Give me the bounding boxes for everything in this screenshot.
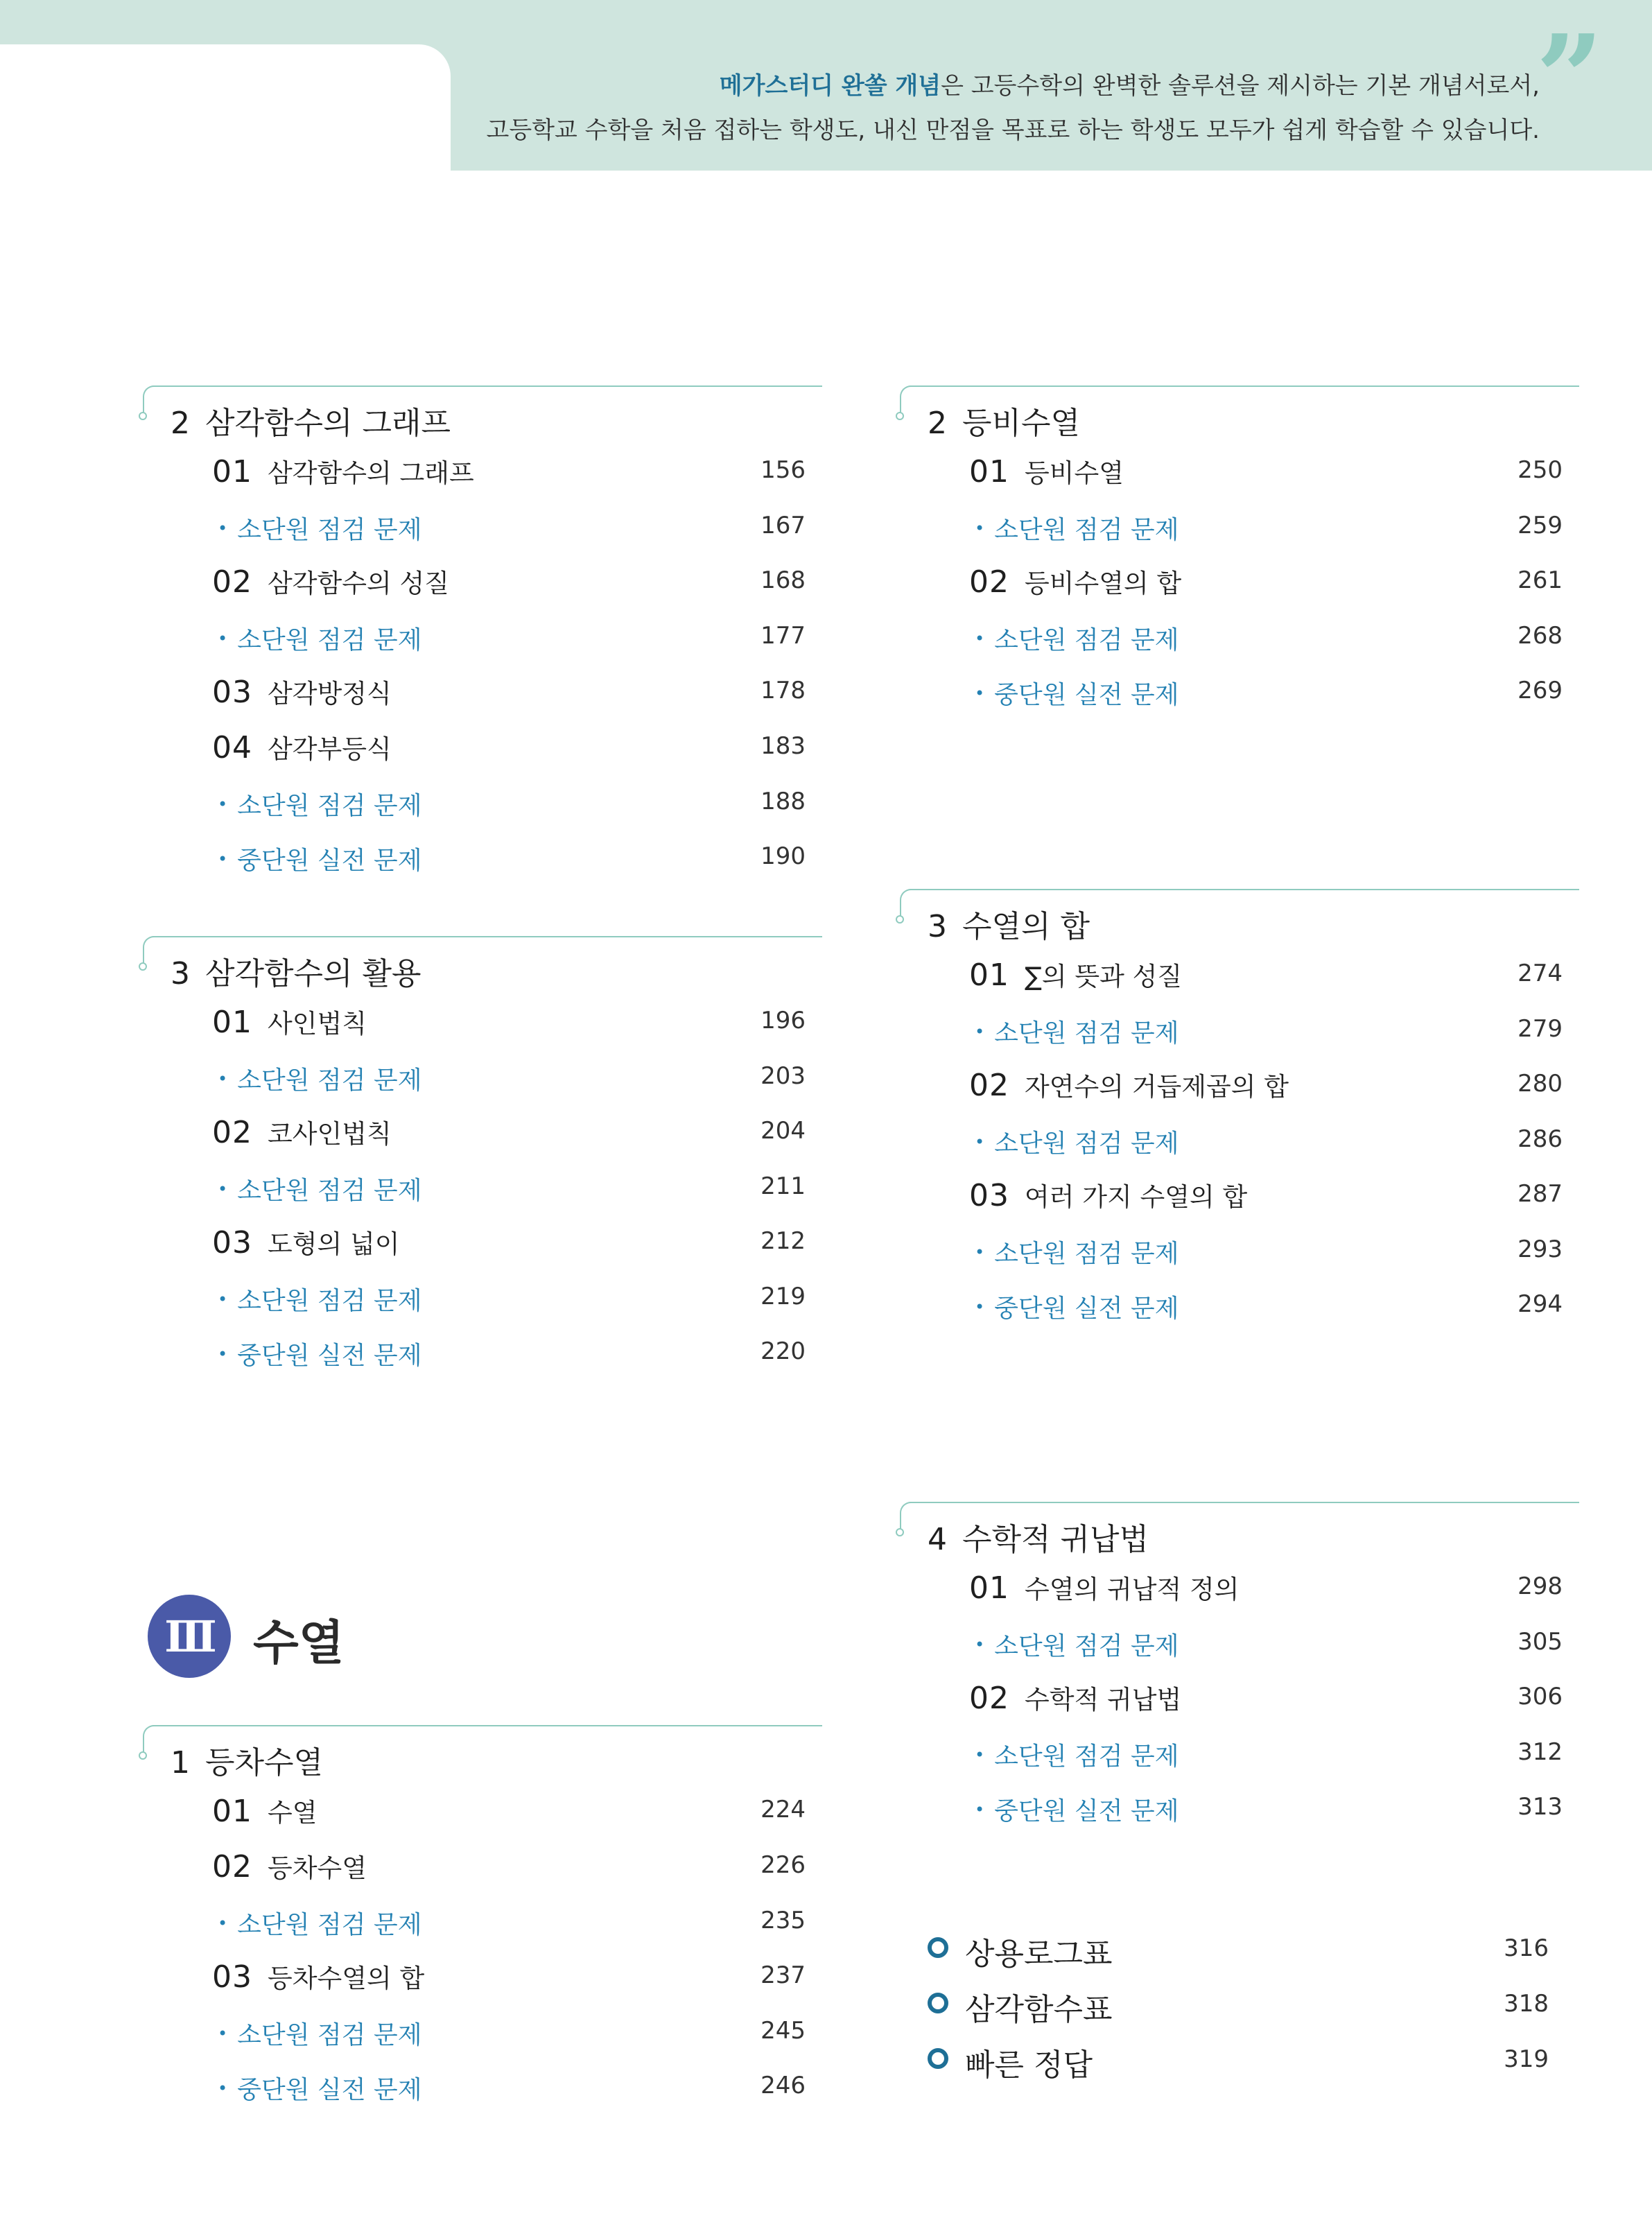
bullet-icon: • — [218, 519, 228, 538]
page-number: 190 — [760, 842, 806, 870]
header-curve — [143, 1725, 154, 1753]
entry-label — [218, 841, 421, 876]
entry-text: 등비수열의 합 — [1025, 569, 1182, 598]
toc-subentry[interactable] — [900, 1724, 1579, 1779]
entry-number: 02 — [212, 1849, 252, 1884]
entry-label — [975, 1737, 1179, 1772]
section-number: 2 — [928, 406, 947, 441]
entry-label — [218, 510, 421, 546]
appendix-item[interactable] — [928, 1975, 1565, 2030]
section-trig-graph — [143, 385, 822, 883]
toc-subentry[interactable] — [900, 1276, 1579, 1331]
entry-text: 소단원 점검 문제 — [994, 1240, 1179, 1268]
entry-list — [143, 993, 822, 1378]
page-number: 287 — [1518, 1180, 1563, 1208]
entry-number: 03 — [212, 1959, 252, 1995]
entry-number: 01 — [212, 454, 252, 489]
header-dot-icon — [896, 412, 904, 420]
entry-label — [975, 621, 1179, 656]
section-title-text: 수학적 귀납법 — [962, 1522, 1149, 1557]
toc-entry[interactable] — [900, 946, 1579, 1001]
entry-list — [900, 946, 1579, 1331]
section-title — [171, 948, 421, 993]
section-header — [143, 936, 822, 991]
toc-subentry[interactable] — [900, 1001, 1579, 1056]
section-number: 4 — [928, 1522, 947, 1557]
page-number: 156 — [760, 456, 806, 484]
entry-text: 소단원 점검 문제 — [994, 1742, 1179, 1771]
page-number: 167 — [760, 512, 806, 539]
bullet-icon: • — [218, 795, 228, 814]
section-header — [900, 385, 1579, 441]
section-title — [928, 901, 1090, 946]
page-number: 306 — [1518, 1683, 1563, 1710]
entry-text: 등차수열의 합 — [268, 1964, 425, 1993]
header-rule — [153, 1725, 822, 1726]
chapter-numeral: Ⅲ — [164, 1611, 214, 1662]
section-number: 3 — [928, 909, 947, 944]
toc-subentry[interactable] — [900, 1222, 1579, 1276]
page-number: 219 — [760, 1283, 806, 1310]
section-title — [171, 1738, 323, 1782]
toc-entry[interactable] — [143, 718, 822, 774]
bullet-icon: • — [975, 629, 985, 648]
entry-number: 01 — [212, 1005, 252, 1040]
toc-subentry[interactable] — [900, 663, 1579, 718]
page-number: 261 — [1518, 566, 1563, 594]
entry-text: 중단원 실전 문제 — [994, 1294, 1179, 1323]
bullet-icon: • — [975, 1800, 985, 1819]
entry-text: 중단원 실전 문제 — [994, 681, 1179, 709]
bullet-icon: • — [218, 1290, 228, 1309]
entry-label — [975, 1289, 1179, 1324]
entry-text: 소단원 점검 문제 — [237, 1287, 422, 1315]
entry-text: 코사인법칙 — [268, 1119, 392, 1149]
entry-label — [969, 955, 1182, 993]
entry-text: 소단원 점검 문제 — [237, 792, 422, 820]
entry-label — [975, 1792, 1179, 1827]
section-series-sum — [900, 889, 1579, 1331]
toc-entry[interactable] — [900, 1056, 1579, 1111]
entry-text: 사인법칙 — [268, 1009, 367, 1039]
entry-text: 삼각함수의 그래프 — [268, 458, 474, 488]
toc-subentry[interactable] — [900, 1779, 1579, 1834]
entry-label — [218, 1281, 421, 1317]
bullet-icon: • — [218, 849, 228, 869]
header-dot-icon — [139, 1751, 147, 1760]
bullet-icon: • — [975, 1132, 985, 1152]
appendix-label: 빠른 정답 — [965, 2047, 1093, 2083]
entry-text: 소단원 점검 문제 — [237, 1911, 422, 1939]
appendix-label: 상용로그표 — [965, 1936, 1113, 1972]
entry-number: 02 — [212, 1115, 252, 1150]
entry-text: 소단원 점검 문제 — [994, 1632, 1179, 1661]
entry-number: 01 — [212, 1794, 252, 1829]
bullet-icon: • — [218, 1344, 228, 1364]
chapter-title: 수열 — [253, 1616, 345, 1671]
entry-text: 삼각방정식 — [268, 679, 392, 709]
toc-subentry[interactable] — [143, 1269, 822, 1324]
entry-label — [969, 1176, 1247, 1213]
chapter-badge — [148, 1595, 231, 1678]
page-number: 196 — [760, 1007, 806, 1034]
appendix-page: 318 — [1504, 1990, 1549, 2018]
toc-entry[interactable] — [900, 553, 1579, 608]
bullet-icon: • — [218, 1069, 228, 1089]
bullet-icon: • — [975, 1022, 985, 1041]
entry-label — [969, 1568, 1239, 1606]
entry-label — [975, 1234, 1179, 1270]
entry-label — [212, 1847, 367, 1884]
bullet-icon: • — [975, 1635, 985, 1654]
entry-label — [212, 452, 474, 489]
header-rule — [153, 936, 822, 937]
entry-label — [218, 621, 421, 656]
entry-number: 02 — [969, 1681, 1009, 1716]
entry-label — [212, 1003, 367, 1040]
ring-bullet-icon — [928, 1937, 948, 1958]
page-number: 235 — [760, 1907, 806, 1934]
entry-label — [212, 562, 449, 600]
entry-text: 삼각함수의 성질 — [268, 569, 449, 598]
toc-subentry[interactable] — [900, 1111, 1579, 1166]
section-title-text: 삼각함수의 활용 — [205, 956, 421, 991]
page-number: 212 — [760, 1227, 806, 1255]
entry-label — [212, 1223, 399, 1260]
appendix-label: 삼각함수표 — [965, 1992, 1113, 2027]
entry-label — [218, 2016, 421, 2051]
entry-label — [969, 1066, 1289, 1103]
toc-subentry[interactable] — [143, 2003, 822, 2058]
entry-text: 삼각부등식 — [268, 734, 392, 764]
page-number: 178 — [760, 677, 806, 704]
appendix-item[interactable] — [928, 2030, 1565, 2086]
section-title — [171, 398, 451, 442]
section-geometric-sequence — [900, 385, 1579, 718]
entry-label — [975, 1627, 1179, 1662]
header-rule — [153, 385, 822, 387]
section-trig-use — [143, 936, 822, 1378]
entry-label — [212, 1792, 317, 1829]
page-number: 280 — [1518, 1070, 1563, 1098]
page-number: 259 — [1518, 512, 1563, 539]
entry-list — [900, 442, 1579, 718]
entry-text: 등비수열 — [1025, 458, 1124, 488]
entry-text: 소단원 점검 문제 — [237, 1177, 422, 1205]
toc-subentry[interactable] — [143, 608, 822, 663]
appendix-page: 316 — [1504, 1934, 1549, 1962]
toc-subentry[interactable] — [143, 2058, 822, 2113]
bullet-icon: • — [975, 1745, 985, 1765]
entry-number: 03 — [212, 675, 252, 710]
entry-text: 소단원 점검 문제 — [994, 1019, 1179, 1048]
page-number: 269 — [1518, 677, 1563, 704]
page-number: 274 — [1518, 960, 1563, 987]
section-number: 2 — [171, 406, 190, 441]
entry-number: 02 — [969, 1068, 1009, 1103]
entry-label — [212, 1957, 424, 1995]
entry-number: 02 — [212, 564, 252, 600]
entry-label — [975, 675, 1179, 711]
page-number: 294 — [1518, 1290, 1563, 1318]
entry-number: 01 — [969, 1570, 1009, 1606]
entry-list — [143, 442, 822, 883]
toc-subentry[interactable] — [143, 1893, 822, 1948]
entry-label — [218, 1061, 421, 1096]
ring-bullet-icon — [928, 2048, 948, 2069]
entry-text: 중단원 실전 문제 — [994, 1797, 1179, 1826]
entry-label — [975, 1014, 1179, 1049]
toc-subentry[interactable] — [143, 1048, 822, 1103]
entry-text: 소단원 점검 문제 — [994, 516, 1179, 544]
header-curve — [143, 936, 154, 964]
header-rule — [910, 889, 1579, 890]
bullet-icon: • — [975, 684, 985, 703]
bullet-icon: • — [975, 1297, 985, 1317]
entry-number: 03 — [969, 1178, 1009, 1213]
entry-text: 수열 — [268, 1798, 318, 1828]
toc-entry[interactable] — [900, 1669, 1579, 1724]
page-number: 268 — [1518, 622, 1563, 650]
toc-subentry[interactable] — [143, 1159, 822, 1213]
page-number: 237 — [760, 1961, 806, 1989]
page-number: 177 — [760, 622, 806, 650]
page-number: 220 — [760, 1337, 806, 1365]
entry-text: 소단원 점검 문제 — [994, 1129, 1179, 1158]
bullet-icon: • — [975, 519, 985, 538]
entry-text: 중단원 실전 문제 — [237, 1342, 422, 1370]
toc-entry[interactable] — [143, 1837, 822, 1893]
page-number: 312 — [1518, 1738, 1563, 1766]
entry-label — [212, 728, 392, 765]
entry-text: 여러 가지 수열의 합 — [1025, 1182, 1248, 1212]
entry-label — [975, 510, 1179, 546]
toc-entry[interactable] — [143, 1213, 822, 1269]
section-induction — [900, 1502, 1579, 1834]
toc-entry[interactable] — [143, 1782, 822, 1837]
entry-label — [218, 1336, 421, 1371]
page-number: 168 — [760, 566, 806, 594]
entry-label — [218, 1905, 421, 1941]
header-dot-icon — [896, 915, 904, 924]
toc-entry[interactable] — [143, 553, 822, 608]
intro-line-2: 고등학교 수학을 처음 접하는 학생도, 내신 만점을 목표로 하는 학생도 모두가 쉽게 학습할 수 있습니다. — [486, 116, 1540, 144]
entry-number: 04 — [212, 730, 252, 765]
section-arithmetic-sequence — [143, 1725, 822, 2113]
header-curve — [900, 889, 911, 917]
section-header — [900, 1502, 1579, 1557]
intro-line-1 — [720, 67, 1540, 101]
page-number: 204 — [760, 1117, 806, 1145]
entry-label — [969, 562, 1181, 600]
section-title-text: 등차수열 — [205, 1745, 324, 1780]
entry-text: 등차수열 — [268, 1853, 367, 1883]
quote-icon: ” — [1536, 9, 1603, 148]
toc-entry[interactable] — [143, 1948, 822, 2003]
entry-text: 수학적 귀납법 — [1025, 1685, 1182, 1715]
entry-label — [975, 1124, 1179, 1159]
bullet-icon: • — [975, 1242, 985, 1262]
section-number: 1 — [171, 1745, 190, 1780]
page-number: 183 — [760, 732, 806, 760]
section-title-text: 등비수열 — [962, 406, 1081, 441]
page-number: 211 — [760, 1172, 806, 1200]
header-rule — [910, 1502, 1579, 1503]
bullet-icon: • — [218, 1914, 228, 1933]
page-number: 305 — [1518, 1628, 1563, 1656]
intro-brand: 메가스터디 완쏠 개념 — [719, 72, 941, 100]
toc-entry[interactable] — [900, 1559, 1579, 1614]
header-curve — [900, 1502, 911, 1530]
page-number: 279 — [1518, 1015, 1563, 1043]
entry-label — [969, 1679, 1181, 1716]
section-number: 3 — [171, 956, 190, 991]
section-title — [928, 1514, 1149, 1559]
page-number: 298 — [1518, 1572, 1563, 1600]
header-dot-icon — [139, 412, 147, 420]
entry-label — [212, 1113, 392, 1150]
toc-subentry[interactable] — [143, 829, 822, 883]
entry-text: 수열의 귀납적 정의 — [1025, 1575, 1240, 1604]
section-header — [143, 385, 822, 441]
toc-subentry[interactable] — [143, 774, 822, 829]
section-title — [928, 398, 1080, 442]
entry-text: 중단원 실전 문제 — [237, 2076, 422, 2104]
section-header — [900, 889, 1579, 944]
toc-subentry[interactable] — [143, 1324, 822, 1378]
page-number: 224 — [760, 1796, 806, 1823]
section-title-text: 삼각함수의 그래프 — [205, 406, 451, 441]
entry-label — [218, 2070, 421, 2106]
banner-notch — [0, 44, 451, 176]
page-number: 250 — [1518, 456, 1563, 484]
header-rule — [910, 385, 1579, 387]
header-dot-icon — [896, 1528, 904, 1536]
section-header — [143, 1725, 822, 1780]
toc-subentry[interactable] — [900, 498, 1579, 553]
page-number: 245 — [760, 2017, 806, 2045]
header-curve — [143, 385, 154, 413]
header-dot-icon — [139, 962, 147, 971]
intro-line-1-text: 은 고등수학의 완벽한 솔루션을 제시하는 기본 개념서로서, — [941, 72, 1540, 100]
appendix-item[interactable] — [928, 1919, 1565, 1975]
bullet-icon: • — [218, 2079, 228, 2098]
toc-subentry[interactable] — [900, 608, 1579, 663]
toc-subentry[interactable] — [900, 1614, 1579, 1669]
bullet-icon: • — [218, 629, 228, 648]
toc-subentry[interactable] — [143, 498, 822, 553]
entry-text: 소단원 점검 문제 — [237, 516, 422, 544]
page-number: 286 — [1518, 1125, 1563, 1153]
bullet-icon: • — [218, 2024, 228, 2043]
entry-text: 도형의 넓이 — [268, 1229, 400, 1259]
toc-entry[interactable] — [143, 1103, 822, 1159]
page-number: 188 — [760, 788, 806, 815]
ring-bullet-icon — [928, 1993, 948, 2013]
entry-number: 02 — [969, 564, 1009, 600]
page-number: 313 — [1518, 1793, 1563, 1821]
entry-text: 소단원 점검 문제 — [994, 626, 1179, 655]
toc-entry[interactable] — [900, 1166, 1579, 1222]
bullet-icon: • — [218, 1179, 228, 1199]
entry-text: 자연수의 거듭제곱의 합 — [1025, 1072, 1289, 1102]
entry-text: 소단원 점검 문제 — [237, 626, 422, 655]
entry-text: 소단원 점검 문제 — [237, 1066, 422, 1095]
page-number: 293 — [1518, 1236, 1563, 1263]
entry-text: ∑의 뜻과 성질 — [1025, 962, 1183, 991]
entry-label — [218, 786, 421, 822]
page-number: 203 — [760, 1062, 806, 1090]
toc-entry[interactable] — [900, 442, 1579, 498]
entry-text: 소단원 점검 문제 — [237, 2021, 422, 2050]
toc-entry[interactable] — [143, 663, 822, 718]
page-number: 226 — [760, 1851, 806, 1879]
entry-list — [900, 1559, 1579, 1834]
entry-number: 01 — [969, 957, 1009, 993]
entry-list — [143, 1782, 822, 2113]
toc-entry[interactable] — [143, 442, 822, 498]
entry-label — [969, 452, 1124, 489]
page-number: 246 — [760, 2072, 806, 2099]
header-curve — [900, 385, 911, 413]
entry-number: 01 — [969, 454, 1009, 489]
toc-entry[interactable] — [143, 993, 822, 1048]
entry-label — [218, 1171, 421, 1206]
entry-label — [212, 673, 392, 710]
entry-text: 중단원 실전 문제 — [237, 847, 422, 875]
appendix-page: 319 — [1504, 2045, 1549, 2073]
section-title-text: 수열의 합 — [962, 909, 1090, 944]
entry-number: 03 — [212, 1225, 252, 1260]
